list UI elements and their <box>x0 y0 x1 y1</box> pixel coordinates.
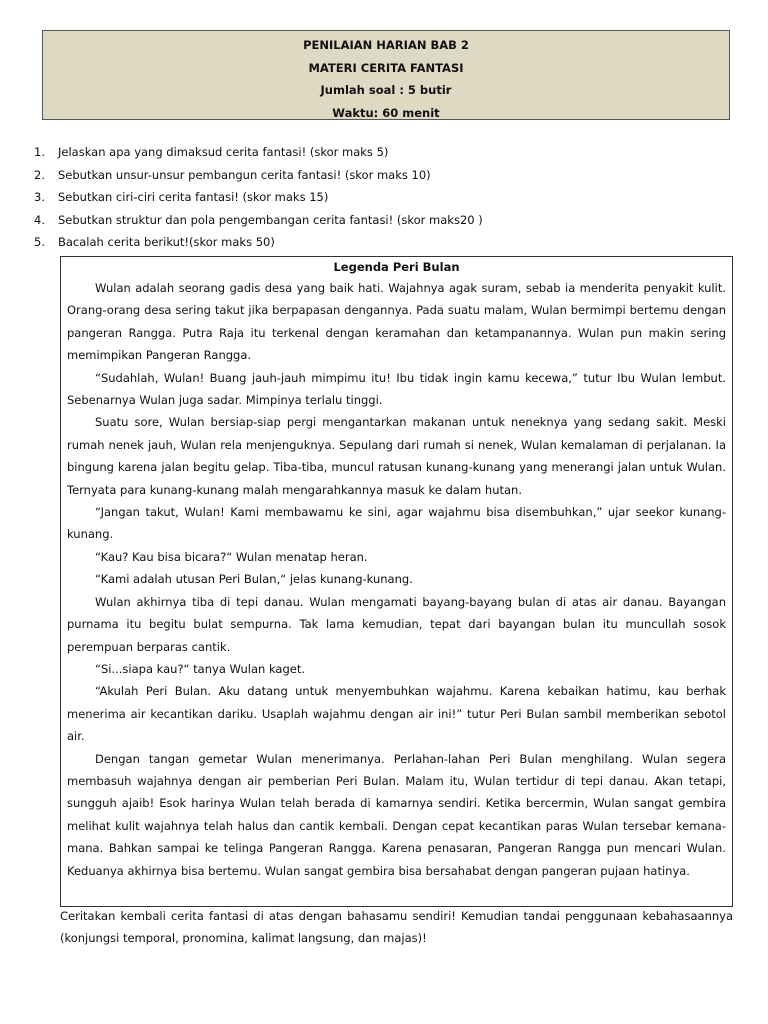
question-text: Sebutkan struktur dan pola pengembangan cerita fantasi! (skor maks20 ) <box>58 212 483 227</box>
question-item <box>34 209 734 232</box>
question-text: Bacalah cerita berikut!(skor maks 50) <box>58 235 275 249</box>
question-count: Jumlah soal : 5 butir <box>320 83 452 97</box>
question-item <box>34 186 734 209</box>
story-paragraph: “Kami adalah utusan Peri Bulan,“ jelas kunang-kunang. <box>95 572 413 587</box>
story-paragraph: “Si...siapa kau?“ tanya Wulan kaget. <box>95 661 305 676</box>
question-number: 1. <box>34 145 45 159</box>
exam-title: PENILAIAN HARIAN BAB 2 <box>303 38 469 52</box>
question-item <box>34 141 734 164</box>
story-paragraph: “Akulah Peri Bulan. Aku datang untuk menyembuhkan wajahmu. Karena kebaikan hatimu, kau berhak menerima air kecantikan dariku. Usaplah wajahmu dengan air ini!” tutur Peri Bulan sambil memberikan sebotol air. <box>67 684 726 744</box>
question-number: 3. <box>34 190 45 204</box>
story-paragraph: Wulan adalah seorang gadis desa yang baik hati. Wajahnya agak suram, sebab ia menderita penyakit kulit. Orang-orang desa sering takut jika berpapasan dengannya. Pada suatu malam, Wulan bermimpi bertemu dengan pangeran Rangga. Putra Raja itu terkenal dengan keramahan dan ketampanannya. Wulan pun makin sering memimpikan Pangeran Rangga. <box>67 281 726 363</box>
story-paragraph: Suatu sore, Wulan bersiap-siap pergi mengantarkan makanan untuk neneknya yang sedang sakit. Meski rumah nenek jauh, Wulan rela menjenguknya. Sepulang dari rumah si nenek, Wulan kemalaman di perjalanan. Ia bingung karena jalan begitu gelap. Tiba-tiba, muncul ratusan kunang-kunang yang menerangi jalan untuk Wulan. Ternyata para kunang-kunang malah mengarahkannya masuk ke dalam hutan. <box>67 415 726 497</box>
question-number: 2. <box>34 167 45 182</box>
question-text: Sebutkan unsur-unsur pembangun cerita fantasi! (skor maks 10) <box>58 167 431 182</box>
question-item <box>34 164 734 187</box>
question-item <box>34 231 734 254</box>
story-paragraph: “Kau? Kau bisa bicara?“ Wulan menatap heran. <box>95 549 368 564</box>
story-title: Legenda Peri Bulan <box>333 260 460 274</box>
exam-subject: MATERI CERITA FANTASI <box>308 60 464 75</box>
story-paragraph: Dengan tangan gemetar Wulan menerimanya. Perlahan-lahan Peri Bulan menghilang. Wulan segera membasuh wajahnya dengan air pemberian Peri Bulan. Malam itu, Wulan tertidur di tepi danau. Akan tetapi, sungguh ajaib! Esok harinya Wulan telah berada di kamarnya sendiri. Ketika bercermin, Wulan sangat gembira melihat kulit wajahnya telah halus dan cantik kembali. Dengan cepat kecantikan paras Wulan tersebar kemana-mana. Bahkan sampai ke telinga Pangeran Rangga. Karena penasaran, Pangeran Rangga pun mencari Wulan. Keduanya akhirnya bisa bertemu. Wulan sangat gembira bisa bersahabat dengan pangeran pujaan hatinya. <box>67 751 726 878</box>
story-paragraph: Wulan akhirnya tiba di tepi danau. Wulan mengamati bayang-bayang bulan di atas air danau. Bayangan purnama itu begitu bulat sempurna. Tak lama kemudian, tepat dari bayangan bulan itu muncullah sosok perempuan berparas cantik. <box>67 594 726 654</box>
question-list <box>34 141 734 254</box>
story-paragraph: “Jangan takut, Wulan! Kami membawamu ke sini, agar wajahmu bisa disembuhkan,” ujar seekor kunang-kunang. <box>67 505 726 542</box>
question-number: 4. <box>34 212 45 227</box>
retell-instruction: Ceritakan kembali cerita fantasi di atas dengan bahasamu sendiri! Kemudian tandai penggunaan kebahasaannya (konjungsi temporal, pronomina, kalimat langsung, dan majas)! <box>60 909 733 946</box>
question-number: 5. <box>34 235 45 249</box>
question-text: Sebutkan ciri-ciri cerita fantasi! (skor maks 15) <box>58 190 329 204</box>
time-limit: Waktu: 60 menit <box>332 105 440 120</box>
question-text: Jelaskan apa yang dimaksud cerita fantasi! (skor maks 5) <box>58 145 389 159</box>
exam-header <box>42 30 730 120</box>
story-box <box>60 256 733 907</box>
story-paragraph: “Sudahlah, Wulan! Buang jauh-jauh mimpimu itu! Ibu tidak ingin kamu kecewa,” tutur Ibu Wulan lembut. Sebenarnya Wulan juga sadar. Mimpinya terlalu tinggi. <box>67 370 726 408</box>
